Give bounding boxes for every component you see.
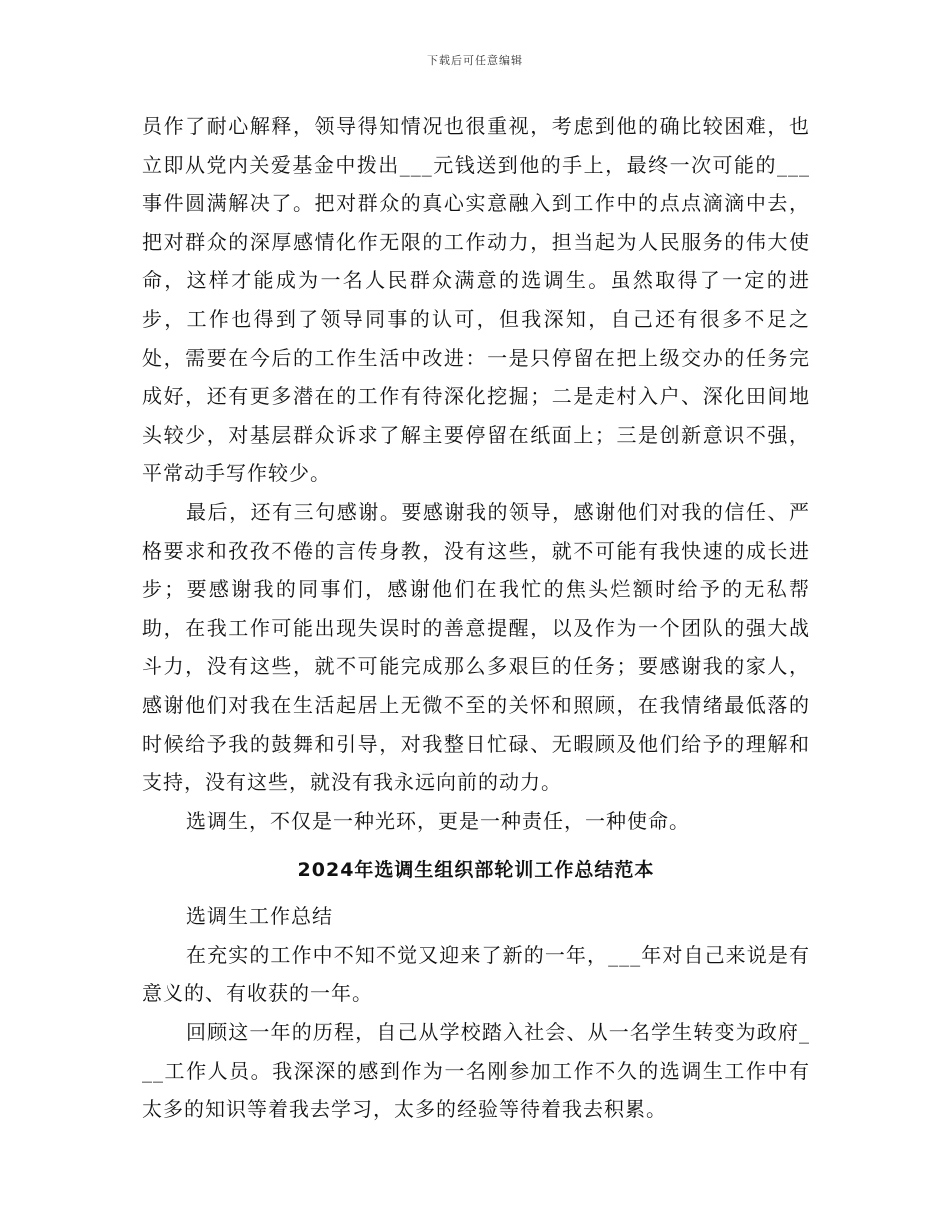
paragraph-intro: 在充实的工作中不知不觉又迎来了新的一年，___年对自己来说是有意义的、有收获的一年。 (142, 942, 810, 1006)
document-body (142, 107, 810, 1129)
section-title: 2024年选调生组织部轮训工作总结范本 (297, 859, 655, 882)
paragraph-closing: 选调生，不仅是一种光环，更是一种责任，一种使命。 (186, 808, 690, 833)
paragraph-review: 回顾这一年的历程，自己从学校踏入社会、从一名学生转变为政府___工作人员。我深深的感到作为一名刚参加工作不久的选调生工作中有太多的知识等着我去学习，太多的经验等待着我去积累。 (142, 1020, 810, 1122)
page-header: 下载后可任意编辑 (427, 54, 523, 67)
subheading: 选调生工作总结 (186, 904, 333, 929)
paragraph-continuation: 员作了耐心解释，领导得知情况也很重视，考虑到他的确比较困难，也立即从党内关爱基金中拨出___元钱送到他的手上，最终一次可能的___事件圆满解决了。把对群众的真心实意融入到工作中的点点滴滴中去，把对群众的深厚感情化作无限的工作动力，担当起为人民服务的伟大使命，这样才能成为一名人民群众满意的选调生。虽然取得了一定的进步，工作也得到了领导同事的认可，但我深知，自己还有很多不足之处，需要在今后的工作生活中改进：一是只停留在把上级交办的任务完成好，还有更多潜在的工作有待深化挖掘；二是走村入户、深化田间地头较少，对基层群众诉求了解主要停留在纸面上；三是创新意识不强，平常动手写作较少。 (142, 114, 810, 486)
paragraph-thanks: 最后，还有三句感谢。要感谢我的领导，感谢他们对我的信任、严格要求和孜孜不倦的言传身教，没有这些，就不可能有我快速的成长进步；要感谢我的同事们，感谢他们在我忙的焦头烂额时给予的无私帮助，在我工作可能出现失误时的善意提醒，以及作为一个团队的强大战斗力，没有这些，就不可能完成那么多艰巨的任务；要感谢我的家人，感谢他们对我在生活起居上无微不至的关怀和照顾，在我情绪最低落的时候给予我的鼓舞和引导，对我整日忙碌、无暇顾及他们给予的理解和支持，没有这些，就没有我永远向前的动力。 (142, 499, 810, 795)
